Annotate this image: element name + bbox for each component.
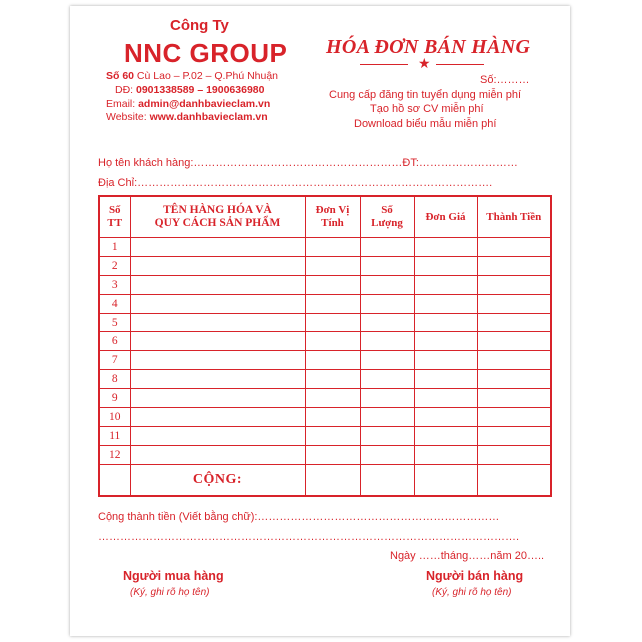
row-cell [414,256,477,275]
table-row [99,275,551,294]
row-cell [360,256,414,275]
row-cell [414,370,477,389]
website-label: Website: [106,111,150,123]
header-qty-line1: Số [381,204,393,216]
row-cell [414,332,477,351]
buyer-signature-title: Người mua hàng [123,569,224,583]
company-phone [115,84,264,96]
row-cell [130,275,305,294]
row-cell [305,408,360,427]
header-qty-line2: Lượng [371,217,403,229]
row-cell [130,408,305,427]
total-blank-stt [99,464,130,496]
row-cell [414,426,477,445]
star-icon: ★ [418,55,431,71]
row-cell [130,332,305,351]
email-value: admin@danhbavieclam.vn [138,98,271,110]
company-name: NNC GROUP [124,38,288,68]
row-number: 11 [99,426,130,445]
row-cell [414,389,477,408]
row-cell [305,445,360,464]
header-stt [99,196,130,238]
row-cell [130,445,305,464]
row-cell [360,332,414,351]
row-cell [130,294,305,313]
row-cell [130,351,305,370]
header-unit [305,196,360,238]
row-cell [414,351,477,370]
address-rest: Cù Lao – P.02 – Q.Phú Nhuận [134,70,279,82]
row-cell [360,389,414,408]
table-row [99,238,551,257]
table-row [99,370,551,389]
row-number: 4 [99,294,130,313]
row-cell [477,351,551,370]
seller-signature-title: Người bán hàng [426,569,524,583]
row-cell [305,389,360,408]
row-cell [360,408,414,427]
row-number: 2 [99,256,130,275]
table-row [99,389,551,408]
row-cell [305,294,360,313]
total-blank-qty [360,464,414,496]
header-product-line1: TÊN HÀNG HÓA VÀ [163,204,272,216]
row-number: 8 [99,370,130,389]
row-cell [130,370,305,389]
table-header-row [99,196,551,238]
row-cell [414,275,477,294]
row-cell [414,294,477,313]
row-number: 6 [99,332,130,351]
table-row [99,256,551,275]
header-unit-line2: Tính [321,217,344,229]
row-cell [477,256,551,275]
total-label: CỘNG: [130,464,305,496]
table-row [99,426,551,445]
invoice-title: HÓA ĐƠN BÁN HÀNG [326,36,531,58]
row-cell [305,426,360,445]
total-blank-price [414,464,477,496]
row-cell [130,313,305,332]
header-amount: Thành Tiền [477,196,551,238]
company-label: Công Ty [170,17,229,34]
items-table [98,195,552,497]
row-cell [477,426,551,445]
row-cell [360,351,414,370]
table-total-row [99,464,551,496]
address-number: Số 60 [106,70,135,82]
row-cell [360,275,414,294]
row-cell [477,408,551,427]
header-stt-line1: Số [108,204,121,216]
row-cell [477,275,551,294]
company-website [106,111,268,123]
table-row [99,313,551,332]
row-cell [305,370,360,389]
row-cell [305,332,360,351]
row-cell [477,313,551,332]
phone-value: 0901338589 – 1900636980 [136,84,265,96]
row-cell [477,238,551,257]
phone-label: DĐ: [115,84,136,96]
row-cell [305,238,360,257]
table-row [99,351,551,370]
service-line-1: Cung cấp đăng tin tuyển dụng miễn phí [329,89,522,101]
header-product-line2: QUY CÁCH SẢN PHẨM [154,217,281,229]
row-cell [130,389,305,408]
row-cell [360,370,414,389]
seller-signature-note: (Ký, ghi rõ họ tên) [432,587,512,598]
header-qty [360,196,414,238]
table-row [99,445,551,464]
row-cell [130,426,305,445]
row-cell [360,313,414,332]
service-line-3: Download biểu mẫu miễn phí [354,118,497,130]
table-row [99,408,551,427]
row-cell [305,275,360,294]
date-line: Ngày ……tháng……năm 20….. [390,550,545,562]
company-address [106,70,278,82]
service-line-2: Tạo hồ sơ CV miễn phí [370,103,484,115]
header-unit-line1: Đơn Vị [315,204,350,216]
buyer-signature-note: (Ký, ghi rõ họ tên) [130,587,210,598]
row-number: 7 [99,351,130,370]
row-cell [477,370,551,389]
row-cell [414,238,477,257]
row-cell [414,445,477,464]
row-cell [130,256,305,275]
invoice-number-label: Số:……… [480,74,530,86]
website-value: www.danhbavieclam.vn [149,111,268,123]
row-number: 3 [99,275,130,294]
row-cell [360,238,414,257]
customer-address-field: Địa Chỉ:……………………………………………………………………………………. [98,177,493,189]
header-stt-line2: TT [107,217,123,229]
row-number: 1 [99,238,130,257]
row-cell [477,389,551,408]
title-divider-right [436,64,484,65]
header-price: Đơn Giá [414,196,477,238]
total-in-words: Cộng thành tiền (Viết bằng chữ):………………………………………………………… [98,511,500,523]
row-cell [414,408,477,427]
row-number: 5 [99,313,130,332]
title-divider-left [360,64,408,65]
row-cell [477,332,551,351]
total-blank-unit [305,464,360,496]
email-label: Email: [106,98,139,110]
table-row [99,332,551,351]
total-amount-cell [477,464,551,496]
row-cell [360,294,414,313]
row-cell [305,351,360,370]
row-cell [130,238,305,257]
row-cell [414,313,477,332]
header-product [130,196,305,238]
row-cell [477,445,551,464]
row-cell [360,445,414,464]
row-cell [360,426,414,445]
table-row [99,294,551,313]
total-in-words-dots: ……………………………………………………………………………………………………. [98,531,520,543]
customer-name-field: Họ tên khách hàng:…………………………………………………ĐT:……………………… [98,157,518,169]
row-cell [305,313,360,332]
row-cell [305,256,360,275]
row-number: 12 [99,445,130,464]
row-cell [477,294,551,313]
row-number: 9 [99,389,130,408]
row-number: 10 [99,408,130,427]
company-email [106,98,270,110]
